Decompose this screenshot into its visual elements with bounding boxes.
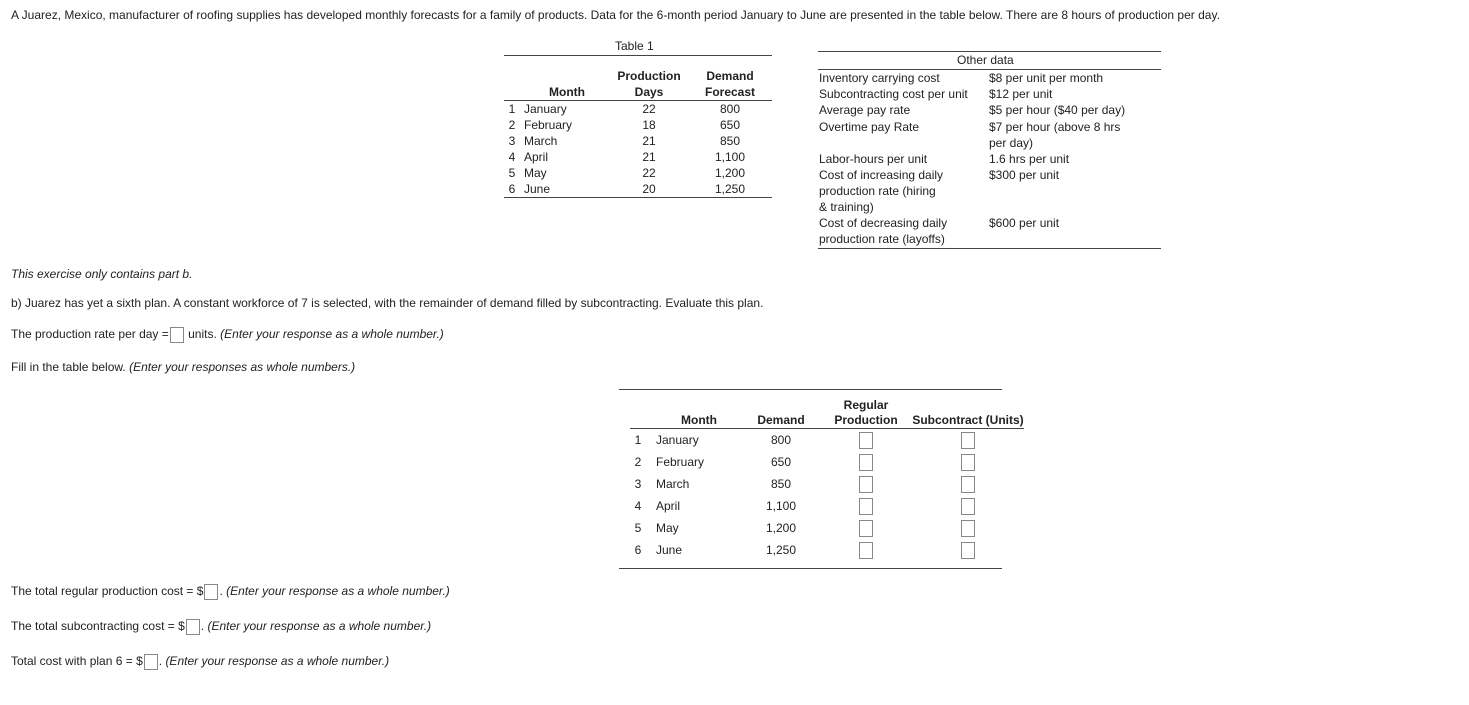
subcontract-input[interactable] [961, 476, 975, 493]
table-row: 6 June 1,250 [630, 539, 1024, 561]
fill-table-header-demand: Demand [757, 413, 805, 427]
fill-table-top-rule [619, 389, 1002, 390]
regular-production-input[interactable] [859, 498, 873, 515]
total-cost-line: Total cost with plan 6 = $ . (Enter your response as a whole number.) [11, 654, 390, 669]
other-data-value: $8 per unit per month [989, 71, 1104, 85]
fill-table-header-subcontract: Subcontract (Units) [912, 413, 1024, 427]
table1 [504, 68, 772, 198]
table-row: 3 March 21 850 [508, 134, 741, 148]
other-data-value: $5 per hour ($40 per day) [989, 103, 1126, 117]
table-row: 3 March 850 [630, 473, 1024, 495]
subcontract-input[interactable] [961, 498, 975, 515]
other-data-top-rule [818, 51, 1161, 52]
other-data-value: $12 per unit [989, 87, 1053, 101]
total-regular-cost-input[interactable] [204, 584, 218, 600]
other-data-bottom-rule [818, 248, 1161, 249]
rate-line: The production rate per day = units. (Enter your response as a whole number.) [11, 327, 444, 342]
question-b: b) Juarez has yet a sixth plan. A constant workforce of 7 is selected, with the remainder of demand filled by subcontracting. Evaluate this plan. [11, 296, 764, 310]
other-data-value: $300 per unit [989, 168, 1060, 182]
table-row: 2 February 18 650 [508, 118, 741, 132]
production-rate-input[interactable] [170, 327, 184, 343]
fill-prompt-line: Fill in the table below. (Enter your responses as whole numbers.) [11, 360, 356, 374]
fill-table-bottom-rule [619, 568, 1002, 569]
regular-production-input[interactable] [859, 520, 873, 537]
table1-header-days: Production Days [617, 69, 681, 99]
other-data-value: per day) [989, 136, 1034, 150]
fill-table-header-month: Month [681, 413, 717, 427]
total-cost-input[interactable] [144, 654, 158, 670]
other-data-title: Other data [957, 53, 1014, 67]
total-subcontract-cost-input[interactable] [186, 619, 200, 635]
other-data-label: Overtime pay Rate [819, 120, 920, 134]
problem-intro: A Juarez, Mexico, manufacturer of roofing supplies has developed monthly forecasts for a family of products. Data for the 6-month period January to June are presented in the table below. There are 8 hours of production per day. [11, 8, 1220, 22]
total-regular-line: The total regular production cost = $ . (Enter your response as a whole number.) [11, 584, 450, 599]
table-row: 4 April 1,100 [630, 495, 1024, 517]
other-data-label: & training) [819, 200, 874, 214]
regular-production-input[interactable] [859, 476, 873, 493]
subcontract-input[interactable] [961, 454, 975, 471]
other-data-label: Subcontracting cost per unit [819, 87, 968, 101]
table1-top-rule [504, 55, 772, 56]
subcontract-input[interactable] [961, 520, 975, 537]
other-data-value: 1.6 hrs per unit [989, 152, 1070, 166]
regular-production-input[interactable] [859, 432, 873, 449]
table-row: 2 February 650 [630, 451, 1024, 473]
other-data-label: Cost of decreasing daily [819, 216, 948, 230]
part-note: This exercise only contains part b. [11, 267, 193, 281]
table-row: 5 May 22 1,200 [508, 166, 746, 180]
other-data-value: $600 per unit [989, 216, 1060, 230]
table-row: 5 May 1,200 [630, 517, 1024, 539]
regular-production-input[interactable] [859, 542, 873, 559]
table1-header-demand: Demand Forecast [704, 69, 756, 99]
other-data-label: Labor-hours per unit [819, 152, 928, 166]
subcontract-input[interactable] [961, 542, 975, 559]
table-row: 4 April 21 1,100 [508, 150, 746, 164]
table1-title: Table 1 [615, 39, 654, 53]
subcontract-input[interactable] [961, 432, 975, 449]
total-subcontract-line: The total subcontracting cost = $ . (Enter your response as a whole number.) [11, 619, 432, 634]
table-row: 6 June 20 1,250 [508, 182, 746, 196]
table-row: 1 January 800 [630, 429, 1024, 451]
fill-table-header-regular: Regular Production [834, 398, 898, 427]
other-data-label: production rate (layoffs) [819, 232, 945, 246]
table1-header-month: Month [549, 85, 585, 99]
table-row: 1 January 22 800 [508, 102, 741, 116]
fill-table [630, 398, 1024, 561]
other-data-label: Inventory carrying cost [819, 71, 940, 85]
regular-production-input[interactable] [859, 454, 873, 471]
other-data-label: Cost of increasing daily [819, 168, 944, 182]
other-data-label: Average pay rate [819, 103, 911, 117]
other-data-value: $7 per hour (above 8 hrs [989, 120, 1121, 134]
other-data-label: production rate (hiring [819, 184, 936, 198]
